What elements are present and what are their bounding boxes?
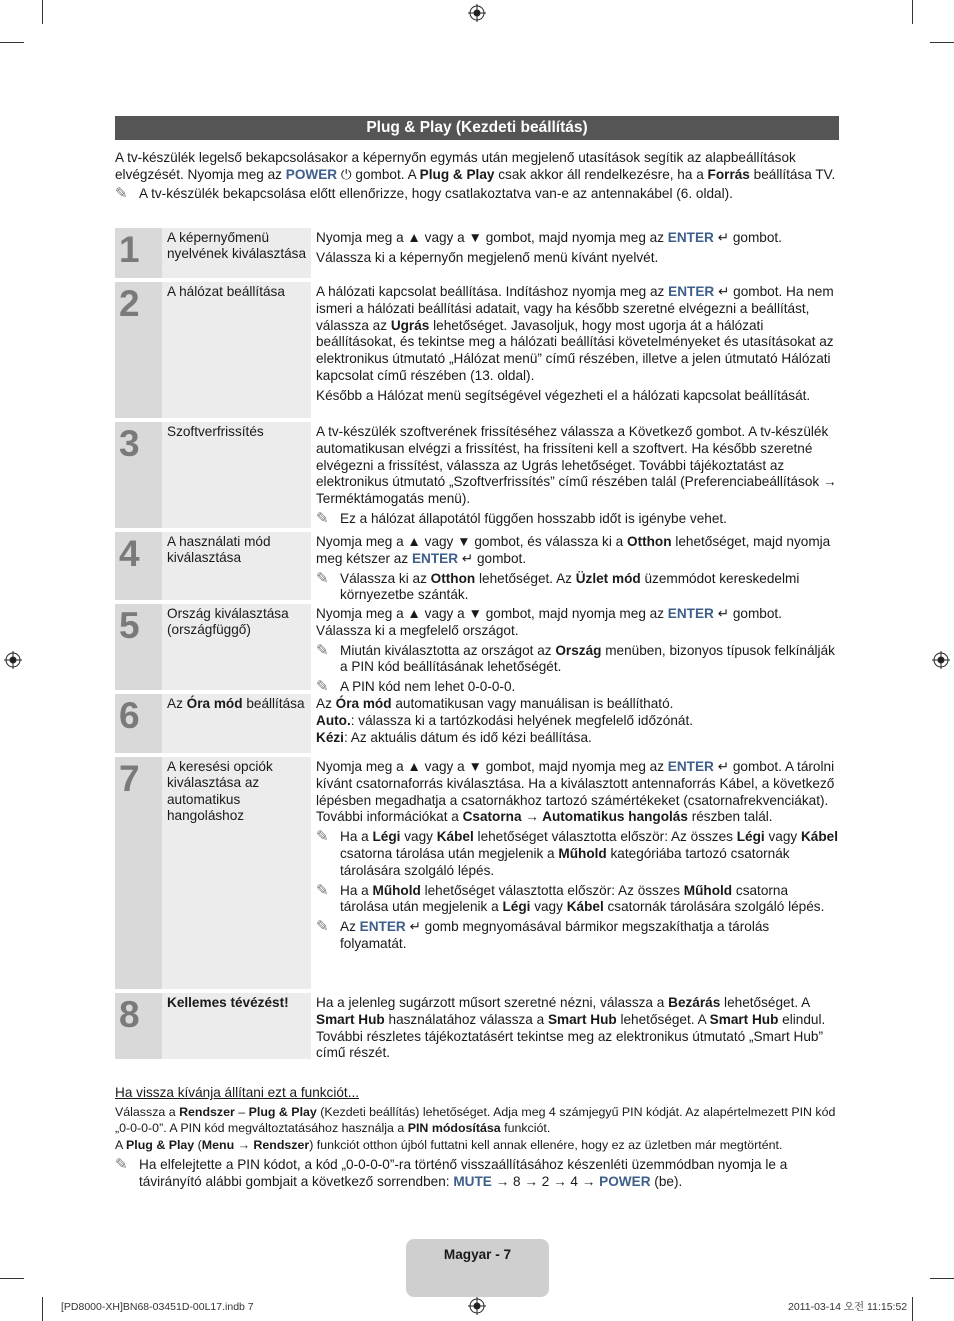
crop-mark xyxy=(0,42,24,43)
intro-note: ✎ A tv-készülék bekapcsolása előtt ellenőrizze, hogy csatlakoztatva van-e az antennakábel (6. oldal). xyxy=(115,185,733,203)
step-description: Nyomja meg a ▲ vagy a ▼ gombot, majd nyomja meg az ENTER ↵ gombot. A tárolni kívánt csatornaforrás kiválasztása. Ha a kiválasztott antennaforrás Kábel, a következő lépésben megadhatja a csatornákhoz tartozó számértékeket (csatornafrekvenciákat). További információkat a Csatorna → Automatikus hangolás részben talál. ✎ Ha a Légi vagy Kábel lehetőséget választotta először: Az összes Légi vagy Kábel csatorna tárolása után megjelenik a Műhold kategóriába tartozó csatornák tárolására szolgáló lépés. ✎ Ha a Műhold lehetőséget választotta először: Az összes Műhold csatorna tárolása után megjelenik a Légi vagy Kábel csatornák tárolására szolgáló lépés. ✎ Az ENTER ↵ gomb megnyomásával bármikor megszakíthatja a tárolás folyamatát. xyxy=(316,759,838,951)
pencil-note-icon: ✎ xyxy=(115,1155,128,1173)
step-label: Az Óra mód beállítása xyxy=(162,694,311,757)
enter-key-icon: ↵ xyxy=(713,230,730,245)
print-info-date: 2011-03-14 오전 11:15:52 xyxy=(788,1301,908,1313)
step-row xyxy=(115,694,839,757)
step-row xyxy=(115,282,839,422)
step-number: 1 xyxy=(115,228,162,282)
step-label: A hálózat beállítása xyxy=(162,282,311,422)
pencil-note-icon: ✎ xyxy=(316,569,329,587)
intro-text xyxy=(115,150,841,203)
steps-table xyxy=(115,228,839,1063)
step-description: Ha a jelenleg sugárzott műsort szeretné nézni, válassza a Bezárás lehetőséget. A Smart Hub használatához válassza a Smart Hub lehetőséget. A Smart Hub elindul. További részletes tájékoztatásért tekintse meg az elektronikus útmutató „Smart Hub” című részét. xyxy=(316,995,826,1061)
enter-key-icon: ↵ xyxy=(405,919,421,935)
step-label: Szoftverfrissítés xyxy=(162,422,311,532)
registration-mark-icon xyxy=(468,4,486,22)
crop-mark xyxy=(0,1278,24,1279)
step-row xyxy=(115,993,839,1063)
crop-mark xyxy=(930,42,954,43)
intro-paragraph: A tv-készülék legelső bekapcsolásakor a képernyőn egymás után megjelenő utasítások segítik az alapbeállítások elvégzését. Nyomja meg az POWER ⏻ gombot. A Plug & Play csak akkor áll rendelkezésre, ha a Forrás beállítása TV. xyxy=(115,150,836,182)
section-title: Plug & Play (Kezdeti beállítás) xyxy=(115,116,839,140)
pencil-note-icon: ✎ xyxy=(115,185,128,203)
enter-key-icon: ↵ xyxy=(458,550,474,566)
step-label: Ország kiválasztása (országfüggő) xyxy=(162,604,311,694)
step-description: Az Óra mód automatikusan vagy manuálisan is beállítható. Auto.: válassza ki a tartózkodási helyének megfelelő időzónát. Kézi: Az aktuális dátum és idő kézi beállítása. xyxy=(316,696,694,745)
step-row xyxy=(115,604,839,694)
pencil-note-icon: ✎ xyxy=(316,918,329,936)
step-description: Nyomja meg a ▲ vagy a ▼ gombot, majd nyomja meg az ENTER ↵ gombot. Válassza ki a megfelelő országot. ✎ Miután kiválasztotta az országot az Ország menüben, bizonyos típusok felkínálják a PIN kód beállításának lehetőségét. ✎ A PIN kód nem lehet 0-0-0-0. xyxy=(316,606,835,696)
step-row xyxy=(115,228,839,282)
crop-mark xyxy=(912,1297,913,1321)
step-number: 4 xyxy=(115,532,162,604)
footer-title: Ha vissza kívánja állítani ezt a funkciót... xyxy=(115,1085,360,1100)
step-label: Kellemes tévézést! xyxy=(162,993,311,1063)
step-description: Nyomja meg a ▲ vagy a ▼ gombot, majd nyomja meg az ENTER ↵ gombot. Válassza ki a képernyőn megjelenő menü kívánt nyelvét. xyxy=(316,230,782,265)
step-number: 7 xyxy=(115,757,162,993)
step-label: A képernyőmenü nyelvének kiválasztása xyxy=(162,228,311,282)
registration-mark-icon xyxy=(468,1297,486,1315)
registration-mark-icon xyxy=(932,651,950,669)
pencil-note-icon: ✎ xyxy=(316,828,329,846)
registration-mark-icon xyxy=(4,651,22,669)
step-number: 6 xyxy=(115,694,162,757)
pencil-note-icon: ✎ xyxy=(316,678,329,696)
step-number: 8 xyxy=(115,993,162,1063)
crop-mark xyxy=(912,0,913,24)
step-description: A tv-készülék szoftverének frissítéséhez válassza a Következő gombot. A tv-készülék automatikusan elvégzi a frissítést, ha frissíteni kell a szoftvert. Ha később szeretné elvégezni a frissítést, válassza az Ugrás lehetőséget. További tájékoztatást az elektronikus útmutató „Szoftverfrissítés” című részében talál (Preferenciabeállítások → Terméktámogatás menü). ✎ Ez a hálózat állapotától függően hosszabb időt is igénybe vehet. xyxy=(316,424,837,527)
step-row xyxy=(115,532,839,604)
step-number: 5 xyxy=(115,604,162,694)
step-label: A használati mód kiválasztása xyxy=(162,532,311,604)
step-description: Nyomja meg a ▲ vagy ▼ gombot, és válassza ki a Otthon lehetőséget, majd nyomja meg kétszer az ENTER ↵ gombot. ✎ Válassza ki az Otthon lehetőséget. Az Üzlet mód üzemmódot kereskedelmi környezetbe szánták. xyxy=(316,534,831,603)
footer-text: Válassza a Rendszer – Plug & Play (Kezdeti beállítás) lehetőséget. Adja meg 4 számjegyű PIN kódját. Az alapértelmezett PIN kód „0-0-0-0”. A PIN kód megváltoztatásához használja a PIN módosítása funkciót. A Plug & Play (Menu → Rendszer) funkciót otthon újból futtatni kell annak ellenére, hogy ez az üzletben már megtörtént. ✎ Ha elfelejtette a PIN kódot, a kód „0-0-0-0”-ra történő visszaállításához készenléti üzemmódban nyomja le a távirányító alábbi gombjait a következő sorrendben: MUTE → 8 → 2 → 4 → POWER (be). xyxy=(115,1105,836,1189)
pencil-note-icon: ✎ xyxy=(316,641,329,659)
step-description: A hálózati kapcsolat beállítása. Indításhoz nyomja meg az ENTER ↵ gombot. Ha nem ismeri a hálózati beállítási adatait, vagy ha később szeretné elvégezni a beállítást, válassza az Ugrás lehetőséget. Javasoljuk, hogy most ugorja át a hálózati beállításokat, és tekintse meg a hálózati beállítási követelményeket és utasításokat az elektronikus útmutató „Hálózat menü” című részében, illetve a jelen útmutató Hálózati kapcsolat című részében (13. oldal). Később a Hálózat menü segítségével végezheti el a hálózati kapcsolat beállítását. xyxy=(316,284,834,403)
power-icon: ⏻ xyxy=(337,166,352,182)
step-label: A keresési opciók kiválasztása az automatikus hangoláshoz xyxy=(162,757,311,993)
enter-key-icon: ↵ xyxy=(713,759,730,774)
crop-mark xyxy=(42,1297,43,1321)
step-number: 3 xyxy=(115,422,162,532)
step-row xyxy=(115,422,839,532)
step-row xyxy=(115,757,839,993)
step-number: 2 xyxy=(115,282,162,422)
crop-mark xyxy=(42,0,43,24)
pencil-note-icon: ✎ xyxy=(316,881,329,899)
pencil-note-icon: ✎ xyxy=(316,509,329,527)
page-number: Magyar - 7 xyxy=(443,1247,512,1262)
print-info-file: [PD8000-XH]BN68-03451D-00L17.indb 7 xyxy=(61,1301,254,1313)
enter-key-icon: ↵ xyxy=(713,606,730,621)
enter-key-icon: ↵ xyxy=(714,284,730,299)
crop-mark xyxy=(930,1278,954,1279)
